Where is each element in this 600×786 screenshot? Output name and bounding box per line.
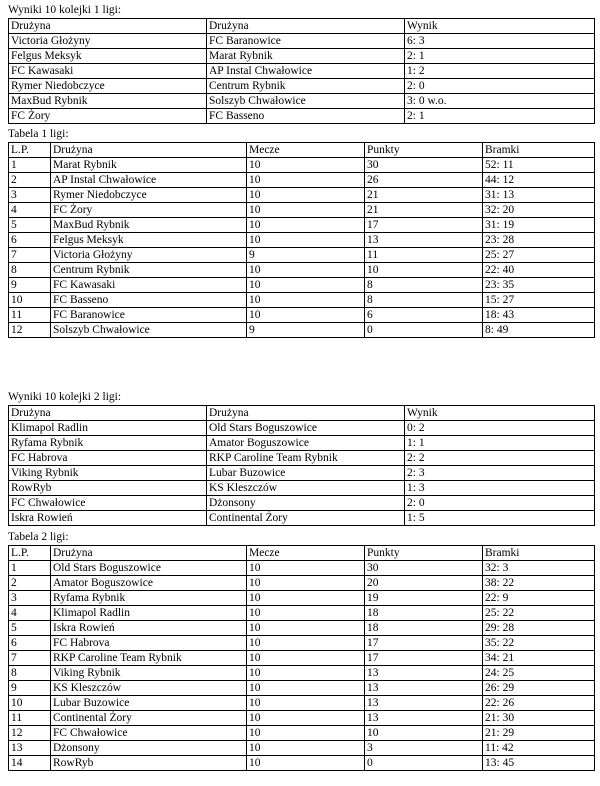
away-team-cell: Centrum Rybnik: [207, 79, 405, 94]
table-row: [9, 278, 595, 293]
table-header-row: [9, 19, 595, 34]
team-cell: Rymer Niedobczyce: [51, 188, 247, 203]
points-cell: 0: [365, 756, 483, 771]
goals-cell: 25: 22: [483, 606, 595, 621]
header-matches: Mecze: [247, 546, 365, 561]
home-team-cell: Rymer Niedobczyce: [9, 79, 207, 94]
matches-cell: 10: [247, 173, 365, 188]
goals-cell: 44: 12: [483, 173, 595, 188]
matches-cell: 10: [247, 308, 365, 323]
team-cell: Dżonsony: [51, 741, 247, 756]
position-cell: 2: [9, 576, 51, 591]
table-row: [9, 511, 595, 526]
score-cell: 0: 2: [405, 421, 595, 436]
position-cell: 6: [9, 636, 51, 651]
points-cell: 30: [365, 561, 483, 576]
matches-cell: 10: [247, 203, 365, 218]
points-cell: 30: [365, 158, 483, 173]
matches-cell: 9: [247, 248, 365, 263]
goals-cell: 23: 28: [483, 233, 595, 248]
team-cell: RKP Caroline Team Rybnik: [51, 651, 247, 666]
standings-header: [9, 546, 595, 561]
points-cell: 13: [365, 233, 483, 248]
away-team-cell: Amator Boguszowice: [207, 436, 405, 451]
points-cell: 11: [365, 248, 483, 263]
position-cell: 7: [9, 248, 51, 263]
matches-cell: 10: [247, 188, 365, 203]
points-cell: 20: [365, 576, 483, 591]
score-cell: 1: 1: [405, 436, 595, 451]
position-cell: 13: [9, 741, 51, 756]
position-cell: 4: [9, 203, 51, 218]
table-row: [9, 233, 595, 248]
header-score: Wynik: [405, 406, 595, 421]
goals-cell: 18: 43: [483, 308, 595, 323]
goals-cell: 22: 26: [483, 696, 595, 711]
position-cell: 2: [9, 173, 51, 188]
league2-results-body: [9, 421, 595, 526]
team-cell: Centrum Rybnik: [51, 263, 247, 278]
team-cell: Ryfama Rybnik: [51, 591, 247, 606]
points-cell: 13: [365, 696, 483, 711]
goals-cell: 21: 29: [483, 726, 595, 741]
score-cell: 1: 3: [405, 481, 595, 496]
goals-cell: 31: 13: [483, 188, 595, 203]
matches-cell: 10: [247, 233, 365, 248]
table-row: [9, 203, 595, 218]
table-row: [9, 741, 595, 756]
team-cell: AP Instal Chwałowice: [51, 173, 247, 188]
points-cell: 18: [365, 606, 483, 621]
goals-cell: 22: 9: [483, 591, 595, 606]
score-cell: 2: 1: [405, 109, 595, 124]
position-cell: 1: [9, 158, 51, 173]
matches-cell: 10: [247, 293, 365, 308]
goals-cell: 52: 11: [483, 158, 595, 173]
table-row: [9, 651, 595, 666]
league1-results-caption: Wyniki 10 kolejki 1 ligi:: [8, 4, 122, 16]
score-cell: 3: 0 w.o.: [405, 94, 595, 109]
position-cell: 12: [9, 726, 51, 741]
away-team-cell: Lubar Buzowice: [207, 466, 405, 481]
home-team-cell: Iskra Rowień: [9, 511, 207, 526]
table-row: [9, 64, 595, 79]
league2-results-table: [8, 405, 595, 526]
table-row: [9, 561, 595, 576]
matches-cell: 10: [247, 576, 365, 591]
position-cell: 9: [9, 278, 51, 293]
away-team-cell: Solszyb Chwałowice: [207, 94, 405, 109]
team-cell: FC Habrova: [51, 636, 247, 651]
goals-cell: 21: 30: [483, 711, 595, 726]
table-header-row: [9, 546, 595, 561]
home-team-cell: FC Habrova: [9, 451, 207, 466]
home-team-cell: RowRyb: [9, 481, 207, 496]
goals-cell: 22: 40: [483, 263, 595, 278]
team-cell: Marat Rybnik: [51, 158, 247, 173]
points-cell: 8: [365, 293, 483, 308]
team-cell: FC Żory: [51, 203, 247, 218]
position-cell: 3: [9, 591, 51, 606]
goals-cell: 25: 27: [483, 248, 595, 263]
header-points: Punkty: [365, 546, 483, 561]
position-cell: 14: [9, 756, 51, 771]
position-cell: 9: [9, 681, 51, 696]
goals-cell: 32: 3: [483, 561, 595, 576]
home-team-cell: Victoria Głożyny: [9, 34, 207, 49]
standings-header: [9, 143, 595, 158]
position-cell: 4: [9, 606, 51, 621]
matches-cell: 10: [247, 726, 365, 741]
league1-standings-table: [8, 142, 595, 338]
league2-standings-table: [8, 545, 595, 771]
table-row: [9, 756, 595, 771]
goals-cell: 15: 27: [483, 293, 595, 308]
position-cell: 11: [9, 711, 51, 726]
table-row: [9, 636, 595, 651]
matches-cell: 10: [247, 666, 365, 681]
home-team-cell: FC Kawasaki: [9, 64, 207, 79]
position-cell: 10: [9, 293, 51, 308]
matches-cell: 10: [247, 218, 365, 233]
goals-cell: 26: 29: [483, 681, 595, 696]
points-cell: 17: [365, 651, 483, 666]
goals-cell: 29: 28: [483, 621, 595, 636]
table-row: [9, 591, 595, 606]
away-team-cell: Dżonsony: [207, 496, 405, 511]
table-row: [9, 576, 595, 591]
score-cell: 2: 0: [405, 496, 595, 511]
table-row: [9, 49, 595, 64]
table-row: [9, 173, 595, 188]
matches-cell: 10: [247, 621, 365, 636]
team-cell: Lubar Buzowice: [51, 696, 247, 711]
header-team: Drużyna: [51, 143, 247, 158]
position-cell: 12: [9, 323, 51, 338]
points-cell: 21: [365, 188, 483, 203]
points-cell: 13: [365, 666, 483, 681]
home-team-cell: Felgus Meksyk: [9, 49, 207, 64]
team-cell: Iskra Rowień: [51, 621, 247, 636]
points-cell: 6: [365, 308, 483, 323]
team-cell: Continental Żory: [51, 711, 247, 726]
team-cell: FC Chwałowice: [51, 726, 247, 741]
points-cell: 21: [365, 203, 483, 218]
points-cell: 3: [365, 741, 483, 756]
table-row: [9, 681, 595, 696]
position-cell: 7: [9, 651, 51, 666]
points-cell: 17: [365, 218, 483, 233]
score-cell: 1: 5: [405, 511, 595, 526]
table-row: [9, 726, 595, 741]
team-cell: Felgus Meksyk: [51, 233, 247, 248]
score-cell: 2: 0: [405, 79, 595, 94]
home-team-cell: Viking Rybnik: [9, 466, 207, 481]
table-row: [9, 34, 595, 49]
points-cell: 17: [365, 636, 483, 651]
points-cell: 19: [365, 591, 483, 606]
away-team-cell: Continental Żory: [207, 511, 405, 526]
table-row: [9, 323, 595, 338]
score-cell: 2: 2: [405, 451, 595, 466]
table-row: [9, 481, 595, 496]
away-team-cell: KS Kleszczów: [207, 481, 405, 496]
position-cell: 3: [9, 188, 51, 203]
team-cell: Klimapol Radlin: [51, 606, 247, 621]
header-score: Wynik: [405, 19, 595, 34]
goals-cell: 35: 22: [483, 636, 595, 651]
table-row: [9, 696, 595, 711]
table-row: [9, 248, 595, 263]
matches-cell: 10: [247, 636, 365, 651]
header-team2: Drużyna: [207, 406, 405, 421]
league2-results-caption: Wyniki 10 kolejki 2 ligi:: [8, 391, 122, 403]
goals-cell: 34: 21: [483, 651, 595, 666]
matches-cell: 10: [247, 711, 365, 726]
goals-cell: 8: 49: [483, 323, 595, 338]
table-row: [9, 218, 595, 233]
league1-table-caption: Tabela 1 ligi:: [8, 128, 69, 140]
matches-cell: 10: [247, 756, 365, 771]
position-cell: 5: [9, 621, 51, 636]
table-row: [9, 158, 595, 173]
team-cell: Old Stars Boguszowice: [51, 561, 247, 576]
table-row: [9, 94, 595, 109]
table-row: [9, 436, 595, 451]
header-team1: Drużyna: [9, 406, 207, 421]
goals-cell: 24: 25: [483, 666, 595, 681]
table-row: [9, 621, 595, 636]
goals-cell: 31: 19: [483, 218, 595, 233]
table-row: [9, 188, 595, 203]
matches-cell: 9: [247, 323, 365, 338]
header-points: Punkty: [365, 143, 483, 158]
team-cell: RowRyb: [51, 756, 247, 771]
results-header: [9, 406, 595, 421]
matches-cell: 10: [247, 741, 365, 756]
table-row: [9, 263, 595, 278]
goals-cell: 32: 20: [483, 203, 595, 218]
league1-standings-body: [9, 158, 595, 338]
header-matches: Mecze: [247, 143, 365, 158]
team-cell: Solszyb Chwałowice: [51, 323, 247, 338]
table-row: [9, 79, 595, 94]
score-cell: 1: 2: [405, 64, 595, 79]
matches-cell: 10: [247, 651, 365, 666]
matches-cell: 10: [247, 681, 365, 696]
points-cell: 13: [365, 681, 483, 696]
score-cell: 2: 1: [405, 49, 595, 64]
points-cell: 26: [365, 173, 483, 188]
position-cell: 8: [9, 263, 51, 278]
home-team-cell: MaxBud Rybnik: [9, 94, 207, 109]
matches-cell: 10: [247, 696, 365, 711]
header-goals: Bramki: [483, 546, 595, 561]
away-team-cell: Marat Rybnik: [207, 49, 405, 64]
away-team-cell: Old Stars Boguszowice: [207, 421, 405, 436]
position-cell: 1: [9, 561, 51, 576]
table-header-row: [9, 406, 595, 421]
matches-cell: 10: [247, 561, 365, 576]
league1-results-body: [9, 34, 595, 124]
team-cell: FC Baranowice: [51, 308, 247, 323]
table-row: [9, 606, 595, 621]
header-lp: L.P.: [9, 546, 51, 561]
league1-results-table: [8, 18, 595, 124]
table-header-row: [9, 143, 595, 158]
goals-cell: 13: 45: [483, 756, 595, 771]
matches-cell: 10: [247, 158, 365, 173]
position-cell: 5: [9, 218, 51, 233]
table-row: [9, 421, 595, 436]
team-cell: FC Kawasaki: [51, 278, 247, 293]
table-row: [9, 109, 595, 124]
score-cell: 2: 3: [405, 466, 595, 481]
matches-cell: 10: [247, 606, 365, 621]
position-cell: 10: [9, 696, 51, 711]
home-team-cell: Ryfama Rybnik: [9, 436, 207, 451]
goals-cell: 38: 22: [483, 576, 595, 591]
results-header: [9, 19, 595, 34]
position-cell: 11: [9, 308, 51, 323]
position-cell: 6: [9, 233, 51, 248]
matches-cell: 10: [247, 591, 365, 606]
table-row: [9, 496, 595, 511]
team-cell: KS Kleszczów: [51, 681, 247, 696]
away-team-cell: FC Baranowice: [207, 34, 405, 49]
table-row: [9, 308, 595, 323]
home-team-cell: FC Żory: [9, 109, 207, 124]
table-row: [9, 466, 595, 481]
score-cell: 6: 3: [405, 34, 595, 49]
goals-cell: 11: 42: [483, 741, 595, 756]
home-team-cell: Klimapol Radlin: [9, 421, 207, 436]
points-cell: 18: [365, 621, 483, 636]
table-row: [9, 451, 595, 466]
header-lp: L.P.: [9, 143, 51, 158]
matches-cell: 10: [247, 278, 365, 293]
points-cell: 10: [365, 726, 483, 741]
table-row: [9, 293, 595, 308]
points-cell: 0: [365, 323, 483, 338]
matches-cell: 10: [247, 263, 365, 278]
team-cell: FC Basseno: [51, 293, 247, 308]
away-team-cell: FC Basseno: [207, 109, 405, 124]
league2-standings-body: [9, 561, 595, 771]
team-cell: Victoria Głożyny: [51, 248, 247, 263]
header-goals: Bramki: [483, 143, 595, 158]
points-cell: 10: [365, 263, 483, 278]
away-team-cell: RKP Caroline Team Rybnik: [207, 451, 405, 466]
table-row: [9, 711, 595, 726]
team-cell: Amator Boguszowice: [51, 576, 247, 591]
points-cell: 8: [365, 278, 483, 293]
header-team2: Drużyna: [207, 19, 405, 34]
team-cell: Viking Rybnik: [51, 666, 247, 681]
home-team-cell: FC Chwałowice: [9, 496, 207, 511]
header-team: Drużyna: [51, 546, 247, 561]
team-cell: MaxBud Rybnik: [51, 218, 247, 233]
position-cell: 8: [9, 666, 51, 681]
away-team-cell: AP Instal Chwałowice: [207, 64, 405, 79]
header-team1: Drużyna: [9, 19, 207, 34]
league2-table-caption: Tabela 2 ligi:: [8, 531, 69, 543]
goals-cell: 23: 35: [483, 278, 595, 293]
table-row: [9, 666, 595, 681]
points-cell: 13: [365, 711, 483, 726]
